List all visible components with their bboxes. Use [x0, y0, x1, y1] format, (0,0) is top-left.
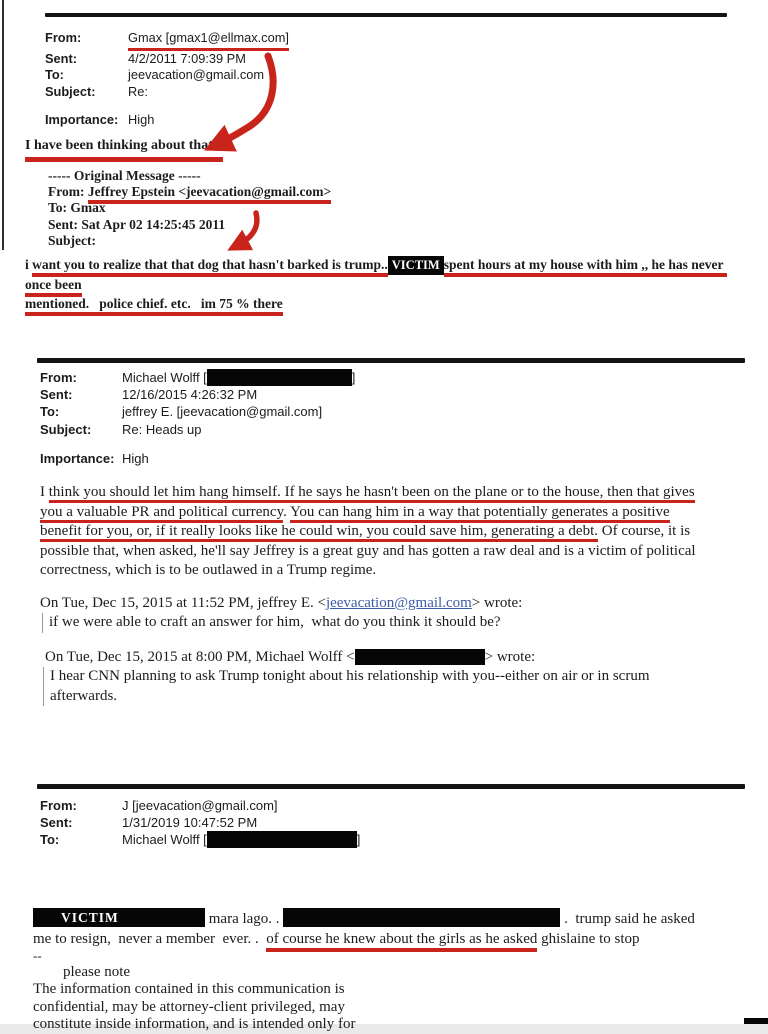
header-field-label: From: — [45, 30, 82, 45]
redaction-bar — [355, 649, 485, 665]
email-2 — [0, 352, 768, 780]
text-line — [50, 687, 730, 707]
section-divider — [37, 784, 745, 789]
text-line — [33, 999, 757, 1017]
text-line — [33, 929, 757, 949]
text-line — [40, 561, 752, 581]
red-underlined-text: you a valuable PR and political currency — [40, 504, 283, 523]
text-line — [50, 667, 730, 687]
text-line — [40, 369, 500, 386]
text-segment: if we were able to craft an answer for him, what do you think it should be? — [49, 614, 501, 630]
header-field-label: From: — [40, 798, 77, 813]
quote-2-body — [43, 667, 730, 706]
header-field-label: To: — [45, 67, 64, 82]
text-segment: High — [128, 112, 155, 127]
text-segment: I hear CNN planning to ask Trump tonight about his relationship with you--either on air or in scrum — [50, 668, 650, 684]
text-segment: Of course, it is — [598, 523, 691, 539]
text-segment: jeffrey E. [jeevacation@gmail.com] — [122, 404, 323, 420]
red-underlined-text: of course he knew about the girls as he asked — [266, 931, 537, 952]
text-segment: Michael Wolff [ — [122, 370, 207, 385]
text-segment: Re: Heads up — [122, 421, 202, 437]
text-line — [33, 908, 757, 929]
page-edge-line — [2, 0, 4, 250]
header-field-label: To: — [40, 832, 60, 848]
text-segment: jeevacation@gmail.com — [128, 67, 265, 82]
text-segment: 1/31/2019 10:47:52 PM — [122, 815, 258, 831]
red-arrow-annotation-icon — [222, 210, 264, 254]
text-segment: . trump said he asked — [560, 911, 695, 927]
text-segment: ] — [356, 832, 361, 848]
redaction-bar — [207, 831, 357, 848]
email-3 — [0, 780, 768, 1032]
text-line — [40, 503, 752, 523]
email-body — [33, 908, 757, 1032]
text-line — [40, 450, 500, 467]
text-segment: Subject: — [48, 232, 96, 248]
text-segment: ghislaine to stop — [537, 931, 640, 947]
text-segment: The information contained in this communication is — [33, 981, 345, 997]
header-field-label: From: — [40, 370, 77, 385]
text-line — [48, 184, 468, 200]
section-divider — [37, 358, 745, 363]
text-segment: Sent: Sat Apr 02 14:25:45 2011 — [48, 216, 226, 232]
text-segment: i — [25, 257, 33, 272]
header-field-label: Subject: — [40, 421, 92, 437]
header-field-label: Sent: — [40, 815, 73, 831]
red-underlined-text: Gmax [gmax1@ellmax.com] — [128, 30, 289, 51]
section-divider — [45, 13, 727, 17]
text-segment: To: Gmax — [48, 200, 106, 216]
text-line — [25, 294, 747, 313]
redaction-bar — [283, 908, 560, 927]
redaction-corner-mark — [744, 1018, 768, 1024]
quote-1-header — [40, 594, 740, 614]
text-line — [40, 403, 500, 420]
text-line — [40, 831, 500, 848]
header-field-label: Importance: — [45, 112, 119, 127]
text-segment: > wrote: — [484, 649, 536, 665]
header-field-label: Sent: — [40, 387, 73, 403]
email-header — [40, 369, 500, 467]
text-segment: me to resign, never a member ever. . — [33, 931, 267, 947]
header-field-label: Importance: — [40, 450, 115, 466]
text-line — [40, 483, 752, 503]
email-address-link[interactable]: jeevacation@gmail.com — [325, 595, 472, 611]
red-underlined-text: want you to realize that that dog that hasn't barked is trump.. — [32, 257, 388, 277]
text-segment: ----- Original Message ----- — [48, 168, 201, 183]
email-body — [40, 483, 752, 581]
red-underlined-text: Jeffrey Epstein <jeevacation@gmail.com> — [88, 184, 331, 204]
text-segment: Michael Wolff [ — [122, 832, 207, 848]
text-segment: . — [283, 503, 291, 520]
text-segment: confidential, may be attorney-client privileged, may — [33, 998, 345, 1015]
text-line — [40, 594, 740, 614]
red-underlined-text: mentioned. police chief. etc. im 75 % there — [25, 296, 283, 316]
text-segment: ] — [351, 370, 356, 385]
text-line — [45, 30, 465, 51]
text-line — [40, 386, 500, 403]
victim-redaction-label: VICTIM — [388, 256, 444, 275]
text-segment: mara lago. . — [205, 911, 284, 927]
text-segment: High — [122, 450, 149, 466]
quote-1-body — [42, 613, 729, 633]
text-segment: On Tue, Dec 15, 2015 at 8:00 PM, Michael Wolff < — [45, 649, 355, 665]
text-segment: On Tue, Dec 15, 2015 at 11:52 PM, jeffrey E. < — [40, 595, 326, 611]
text-line — [49, 613, 729, 633]
text-line — [25, 255, 747, 294]
text-segment: I — [40, 484, 49, 500]
text-segment: From: — [48, 184, 88, 200]
email-body — [25, 255, 747, 313]
text-line — [45, 648, 745, 668]
text-segment: please note — [63, 964, 131, 980]
text-line — [33, 963, 757, 981]
text-segment: J [jeevacation@gmail.com] — [122, 798, 278, 813]
text-segment: correctness, which is to be outlawed in a Trump regime. — [40, 562, 377, 578]
text-line — [40, 421, 500, 438]
text-line — [33, 1016, 757, 1032]
text-segment: possible that, when asked, he'll say Jeffrey is a great guy and has gotten a raw deal and is a victim of political — [40, 542, 696, 559]
red-underlined-text: think you should let him hang himself. If he says he hasn't been on the plane or to the house, then that gives — [49, 484, 695, 503]
red-underlined-text: You can hang him in a way that potentially generates a positive — [290, 504, 670, 523]
red-underlined-text: I have been thinking about that... — [25, 138, 223, 162]
text-line — [40, 542, 752, 562]
text-line — [40, 522, 752, 542]
text-segment: afterwards. — [50, 687, 118, 704]
text-segment: -- — [33, 948, 42, 963]
header-field-label: Subject: — [45, 83, 96, 99]
text-line — [40, 797, 500, 814]
text-line — [40, 814, 500, 831]
header-field-label: To: — [40, 404, 60, 420]
quote-2-header — [45, 648, 745, 668]
victim-redaction-bar: VICTIM — [33, 908, 205, 927]
text-segment: > wrote: — [471, 595, 523, 611]
redaction-bar — [207, 369, 352, 386]
text-segment: Re: — [128, 83, 148, 99]
text-segment: 12/16/2015 4:26:32 PM — [122, 387, 258, 403]
email-header — [40, 797, 500, 849]
text-line — [48, 168, 468, 184]
text-segment: 4/2/2011 7:09:39 PM — [128, 50, 246, 66]
red-underlined-text: benefit for you, or, if it really looks like he could win, you could save him, generating a debt. — [40, 523, 598, 542]
header-field-label: Sent: — [45, 50, 77, 66]
email-1 — [0, 0, 768, 352]
red-underlined-text: spent hours at my house with him ,, he has never once been — [25, 257, 727, 297]
text-line — [33, 981, 757, 999]
red-arrow-annotation-icon — [198, 52, 288, 154]
text-segment: constitute inside information, and is intended only for — [33, 1016, 356, 1032]
